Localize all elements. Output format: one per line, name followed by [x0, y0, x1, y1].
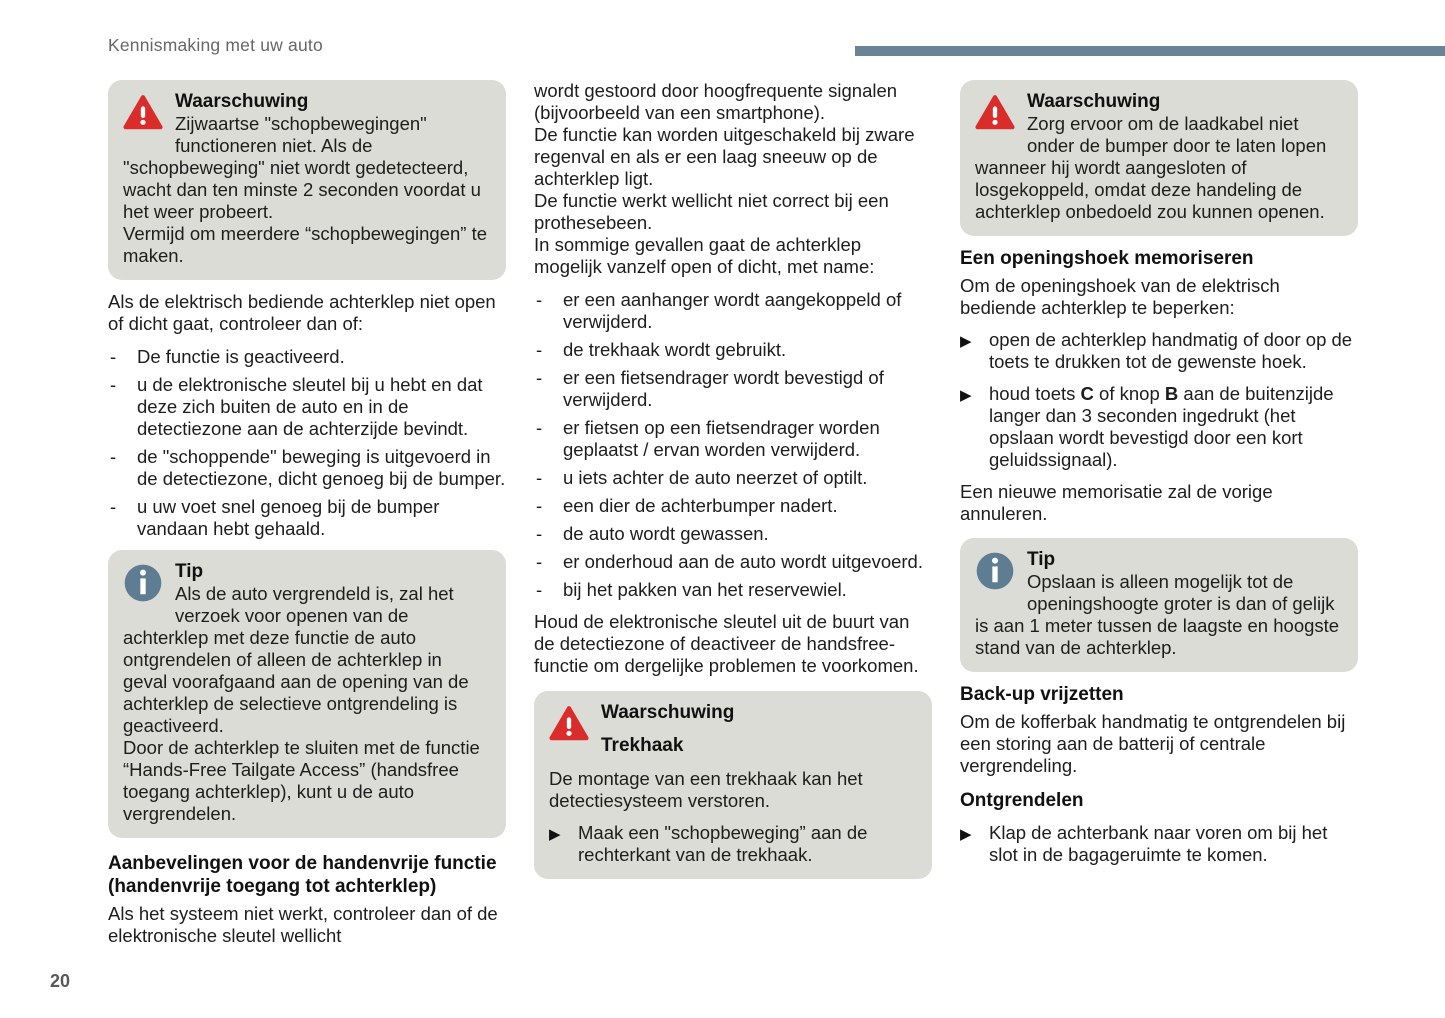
list-item-text: u de elektronische sleutel bij u hebt en dat deze zich buiten de auto en in de detectiezone aan de achterzijde bevindt.: [137, 374, 483, 439]
button-label-b: B: [1164, 383, 1179, 404]
warning-icon: [975, 93, 1015, 133]
step-text: open de achterklep handmatig of door op de toets te drukken tot de gewenste hoek.: [989, 329, 1353, 372]
paragraph-new-memorization: Een nieuwe memorisatie zal de vorige annuleren.: [960, 481, 1273, 524]
warning-box-kick-motion: [108, 80, 506, 280]
paragraph-check-intro: Als de elektrisch bediende achterklep niet open of dicht gaat, controleer dan of:: [108, 291, 496, 334]
button-label-c: C: [1080, 383, 1094, 404]
arrow-bullet-icon: ▶: [960, 826, 972, 843]
text-segment: houd toets: [989, 383, 1081, 404]
list-item-text: u iets achter de auto neerzet of optilt.: [563, 467, 868, 488]
list-item: [534, 579, 932, 601]
arrow-bullet-icon: ▶: [960, 333, 972, 350]
accent-bar: [855, 46, 1445, 56]
text-segment: of knop: [1093, 383, 1165, 404]
tip-text: Als de auto vergrendeld is, zal het verzoek voor openen van de achterklep met deze functie de auto ontgrendelen of alleen de achterklep in geval voorafgaand aan de opening van de achterklep de selectieve ontgrendeling is geactiveerd.: [123, 583, 469, 736]
paragraph: In sommige gevallen gaat de achterklep mogelijk vanzelf open of dicht, met name:: [534, 234, 875, 277]
dash-bullet: -: [110, 496, 117, 517]
content-columns: [108, 80, 1358, 947]
sub-heading-unlock: Ontgrendelen: [960, 790, 1084, 811]
dash-bullet: -: [536, 495, 543, 516]
dash-bullet: -: [536, 289, 543, 310]
page-number: 20: [50, 971, 71, 991]
warning-title: Waarschuwing: [601, 702, 735, 723]
list-item: [108, 346, 506, 368]
action-item: [549, 822, 917, 866]
step-hold-button: [960, 383, 1358, 471]
dash-bullet: -: [536, 579, 543, 600]
paragraph: De functie kan worden uitgeschakeld bij zware regenval en als er een laag sneeuw op de achterklep ligt.: [534, 124, 915, 189]
arrow-bullet-icon: ▶: [549, 826, 561, 843]
warning-box-towbar: [534, 691, 932, 879]
warning-text: Vermijd om meerdere “schopbewegingen” te maken.: [123, 223, 488, 266]
list-item: [534, 495, 932, 517]
list-item: [534, 551, 932, 573]
list-item-text: de trekhaak wordt gebruikt.: [563, 339, 787, 360]
section-heading-memorize-angle: Een openingshoek memoriseren: [960, 248, 1254, 269]
dash-bullet: -: [110, 346, 117, 367]
check-list: [108, 346, 506, 540]
list-item-text: er onderhoud aan de auto wordt uitgevoerd.: [563, 551, 923, 572]
list-item-text: u uw voet snel genoeg bij de bumper vandaan hebt gehaald.: [137, 496, 440, 539]
list-item-text: er een fietsendrager wordt bevestigd of verwijderd.: [563, 367, 884, 410]
dash-bullet: -: [536, 467, 543, 488]
step-open-tailgate: [960, 329, 1358, 373]
column-3: [960, 80, 1358, 947]
warning-icon: [123, 93, 163, 133]
tip-box-unlock: [108, 550, 506, 838]
paragraph-keep-key-away: Houd de elektronische sleutel uit de buurt van de detectiezone of deactiveer de handsfree-functie om dergelijke problemen te voorkomen.: [534, 611, 919, 676]
list-item-text: de "schoppende" beweging is uitgevoerd in de detectiezone, dicht genoeg bij de bumper.: [137, 446, 506, 489]
info-icon: [975, 551, 1015, 591]
tip-text: Door de achterklep te sluiten met de functie “Hands-Free Tailgate Access” (handsfree toegang achterklep), kunt u de auto vergrendelen.: [123, 737, 480, 824]
list-item-text: de auto wordt gewassen.: [563, 523, 769, 544]
list-item-text: er fietsen op een fietsendrager worden geplaatst / ervan worden verwijderd.: [563, 417, 880, 460]
paragraph: wordt gestoord door hoogfrequente signalen (bijvoorbeeld van een smartphone).: [534, 80, 898, 123]
paragraph-memorize-intro: Om de openingshoek van de elektrisch bediende achterklep te beperken:: [960, 275, 1280, 318]
arrow-bullet-icon: ▶: [960, 387, 972, 404]
info-icon: [123, 563, 163, 603]
warning-box-charging-cable: [960, 80, 1358, 236]
warning-title: Waarschuwing: [175, 91, 309, 112]
step-text: [989, 383, 1334, 470]
dash-bullet: -: [110, 374, 117, 395]
list-item: [534, 417, 932, 461]
list-item-text: bij het pakken van het reservewiel.: [563, 579, 847, 600]
warning-title: Waarschuwing: [1027, 91, 1161, 112]
list-item-text: er een aanhanger wordt aangekoppeld of verwijderd.: [563, 289, 902, 332]
dash-bullet: -: [536, 367, 543, 388]
tip-box-save-height: [960, 538, 1358, 672]
column-1: [108, 80, 506, 947]
list-item-text: een dier de achterbumper nadert.: [563, 495, 838, 516]
list-item: [534, 289, 932, 333]
paragraph-handsfree: Als het systeem niet werkt, controleer dan of de elektronische sleutel wellicht: [108, 903, 498, 946]
paragraph: De functie werkt wellicht niet correct bij een prothesebeen.: [534, 190, 889, 233]
list-item: [108, 374, 506, 440]
tip-title: Tip: [175, 561, 204, 582]
list-item: [108, 496, 506, 540]
step-fold-seat: [960, 822, 1358, 866]
warning-subtitle: Trekhaak: [601, 735, 684, 756]
text-segment: aan de buitenzijde langer dan 3 seconden ingedrukt (het opslaan wordt bevestigd door een kort geluidssignaal).: [989, 383, 1334, 470]
step-text: Klap de achterbank naar voren om bij het slot in de bagageruimte te komen.: [989, 822, 1328, 865]
dash-bullet: -: [536, 523, 543, 544]
warning-icon: [549, 704, 589, 744]
list-item: [534, 467, 932, 489]
event-list: [534, 289, 932, 601]
list-item-text: De functie is geactiveerd.: [137, 346, 345, 367]
section-heading-handsfree: Aanbevelingen voor de handenvrije functie (handenvrije toegang tot achterklep): [108, 853, 497, 897]
tip-text: Opslaan is alleen mogelijk tot de openingshoogte groter is dan of gelijk is aan 1 meter tussen de laagste en hoogste stand van de achterklep.: [975, 571, 1340, 658]
column-2: [534, 80, 932, 947]
list-item: [534, 523, 932, 545]
dash-bullet: -: [536, 551, 543, 572]
running-header: Kennismaking met uw auto: [108, 35, 323, 55]
warning-text: De montage van een trekhaak kan het detectiesysteem verstoren.: [549, 768, 863, 811]
dash-bullet: -: [536, 339, 543, 360]
action-text: Maak een "schopbeweging” aan de rechterkant van de trekhaak.: [578, 822, 868, 865]
dash-bullet: -: [110, 446, 117, 467]
paragraph-backup-release: Om de kofferbak handmatig te ontgrendelen bij een storing aan de batterij of centrale vergrendeling.: [960, 711, 1346, 776]
list-item: [534, 367, 932, 411]
warning-text: Zorg ervoor om de laadkabel niet onder de bumper door te laten lopen wanneer hij wordt aangesloten of losgekoppeld, omdat deze handeling de achterklep onbedoeld zou kunnen openen.: [975, 113, 1327, 222]
list-item: [534, 339, 932, 361]
tip-title: Tip: [1027, 549, 1056, 570]
warning-text: Zijwaartse "schopbewegingen" functioneren niet. Als de "schopbeweging" niet wordt gedetecteerd, wacht dan ten minste 2 seconden voordat u het weer probeert.: [123, 113, 481, 222]
dash-bullet: -: [536, 417, 543, 438]
section-heading-backup-release: Back-up vrijzetten: [960, 684, 1124, 705]
list-item: [108, 446, 506, 490]
